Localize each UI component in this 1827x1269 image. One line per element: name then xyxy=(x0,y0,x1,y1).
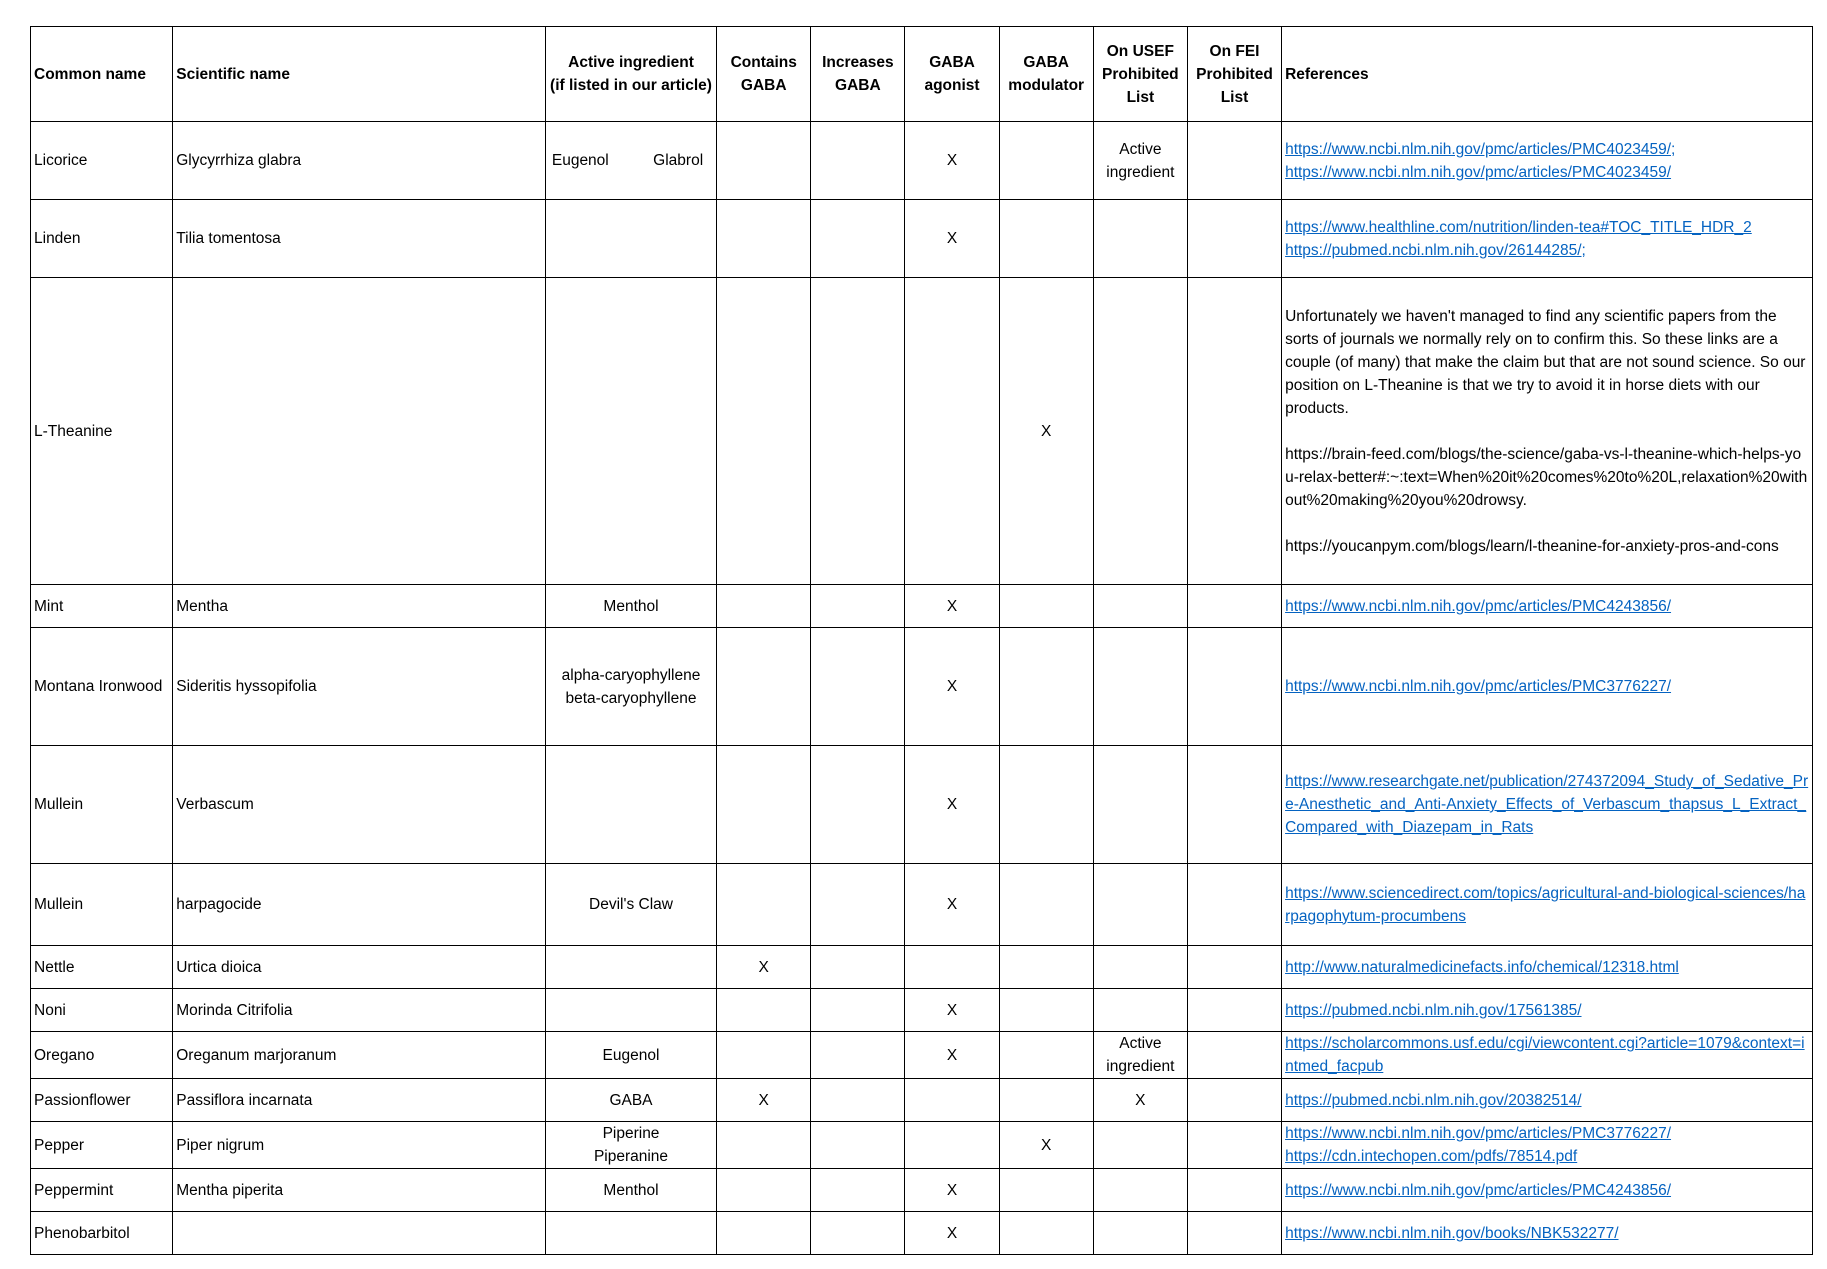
active-ingredient-cell xyxy=(545,122,716,200)
common-name-cell: Licorice xyxy=(31,122,173,200)
spacer xyxy=(1285,512,1809,535)
table-row xyxy=(31,946,1813,989)
scientific-name-cell: Oreganum marjoranum xyxy=(173,1032,546,1079)
increases-cell xyxy=(811,1032,905,1079)
fei-cell xyxy=(1187,628,1281,746)
modulator-cell: X xyxy=(999,1122,1093,1169)
spacer xyxy=(1285,420,1809,443)
fei-cell xyxy=(1187,1169,1281,1212)
contains-cell xyxy=(717,1032,811,1079)
active-ingredient-cell xyxy=(545,200,716,278)
agonist-cell: X xyxy=(905,1212,999,1255)
usef-cell xyxy=(1093,200,1187,278)
reference-link[interactable]: https://scholarcommons.usf.edu/cgi/viewcontent.cgi?article=1079&context=intmed_facpub xyxy=(1285,1035,1805,1075)
common-name-cell: Mullein xyxy=(31,864,173,946)
table-row xyxy=(31,278,1813,585)
references-cell xyxy=(1282,989,1813,1032)
common-name-cell: L-Theanine xyxy=(31,278,173,585)
usef-text: Active xyxy=(1119,1035,1162,1052)
references-cell xyxy=(1282,1212,1813,1255)
modulator-cell xyxy=(999,1169,1093,1212)
modulator-cell xyxy=(999,585,1093,628)
active-ingredient-cell: Menthol xyxy=(545,585,716,628)
table-row xyxy=(31,585,1813,628)
references-cell xyxy=(1282,628,1813,746)
reference-link[interactable]: https://www.researchgate.net/publication/274372094_Study_of_Sedative_Pre-Anesthetic_and_Anti-Anxiety_Effects_of_Verbascum_thapsus_L_Extract_Compared_with_Diazepam_in_Rats xyxy=(1285,773,1809,836)
usef-cell xyxy=(1093,1032,1187,1079)
fei-cell xyxy=(1187,1032,1281,1079)
scientific-name-cell: Mentha xyxy=(173,585,546,628)
fei-cell xyxy=(1187,200,1281,278)
increases-cell xyxy=(811,746,905,864)
table-row xyxy=(31,1169,1813,1212)
contains-cell xyxy=(717,989,811,1032)
table-row xyxy=(31,628,1813,746)
reference-link[interactable]: https://www.healthline.com/nutrition/linden-tea#TOC_TITLE_HDR_2 xyxy=(1285,218,1752,236)
increases-cell xyxy=(811,1122,905,1169)
references-cell xyxy=(1282,200,1813,278)
increases-cell xyxy=(811,864,905,946)
fei-cell xyxy=(1187,989,1281,1032)
increases-cell xyxy=(811,1169,905,1212)
scientific-name-cell: Urtica dioica xyxy=(173,946,546,989)
active-ingredient-cell: Devil's Claw xyxy=(545,864,716,946)
modulator-cell xyxy=(999,1079,1093,1122)
usef-text: ingredient xyxy=(1106,1058,1175,1075)
active-ingredient-item: beta-caryophyllene xyxy=(565,689,697,707)
usef-cell xyxy=(1093,989,1187,1032)
contains-cell xyxy=(717,1169,811,1212)
table-row xyxy=(31,1079,1813,1122)
references-cell xyxy=(1282,746,1813,864)
herb-table xyxy=(30,26,1813,1255)
agonist-cell: X xyxy=(905,628,999,746)
active-ingredient-cell xyxy=(545,989,716,1032)
modulator-cell xyxy=(999,746,1093,864)
agonist-cell: X xyxy=(905,1032,999,1079)
agonist-cell: X xyxy=(905,1169,999,1212)
active-ingredient-cell: GABA xyxy=(545,1079,716,1122)
table-row xyxy=(31,122,1813,200)
fei-cell xyxy=(1187,1212,1281,1255)
contains-cell xyxy=(717,200,811,278)
references-cell xyxy=(1282,864,1813,946)
references-cell xyxy=(1282,585,1813,628)
agonist-cell: X xyxy=(905,122,999,200)
scientific-name-cell: Passiflora incarnata xyxy=(173,1079,546,1122)
common-name-cell: Linden xyxy=(31,200,173,278)
modulator-cell xyxy=(999,122,1093,200)
contains-cell: X xyxy=(717,946,811,989)
header-gaba-agonist: GABA agonist xyxy=(905,27,999,122)
scientific-name-cell: Sideritis hyssopifolia xyxy=(173,628,546,746)
reference-link[interactable]: https://www.ncbi.nlm.nih.gov/pmc/articles/PMC4243856/ xyxy=(1285,597,1672,615)
header-active-ingredient: Active ingredient (if listed in our article) xyxy=(545,27,716,122)
common-name-cell: Mint xyxy=(31,585,173,628)
reference-note: Unfortunately we haven't managed to find any scientific papers from the sorts of journals we normally rely on to confirm this. So these links are a couple (of many) that make the claim but that are not sound science. So our position on L-Theanine is that we try to avoid it in horse diets with our products. xyxy=(1285,307,1806,417)
modulator-cell xyxy=(999,864,1093,946)
usef-cell xyxy=(1093,746,1187,864)
modulator-cell: X xyxy=(999,278,1093,585)
reference-link[interactable]: https://www.ncbi.nlm.nih.gov/books/NBK532277/ xyxy=(1285,1224,1619,1242)
contains-cell xyxy=(717,1212,811,1255)
references-cell xyxy=(1282,1169,1813,1212)
header-references: References xyxy=(1282,27,1813,122)
fei-cell xyxy=(1187,1122,1281,1169)
agonist-cell xyxy=(905,1122,999,1169)
usef-cell xyxy=(1093,1122,1187,1169)
header-common-name: Common name xyxy=(31,27,173,122)
common-name-cell: Peppermint xyxy=(31,1169,173,1212)
scientific-name-cell: Mentha piperita xyxy=(173,1169,546,1212)
modulator-cell xyxy=(999,946,1093,989)
modulator-cell xyxy=(999,989,1093,1032)
fei-cell xyxy=(1187,864,1281,946)
reference-link[interactable]: https://www.ncbi.nlm.nih.gov/pmc/articles/PMC4023459/; xyxy=(1285,140,1676,158)
active-ingredient-cell xyxy=(545,1212,716,1255)
modulator-cell xyxy=(999,200,1093,278)
active-ingredient-cell xyxy=(545,278,716,585)
increases-cell xyxy=(811,946,905,989)
modulator-cell xyxy=(999,1032,1093,1079)
contains-cell: X xyxy=(717,1079,811,1122)
table-row xyxy=(31,864,1813,946)
references-cell xyxy=(1282,1079,1813,1122)
active-ingredient-cell xyxy=(545,1122,716,1169)
common-name-cell: Mullein xyxy=(31,746,173,864)
table-row xyxy=(31,1122,1813,1169)
references-cell xyxy=(1282,122,1813,200)
fei-cell xyxy=(1187,746,1281,864)
reference-link[interactable]: https://cdn.intechopen.com/pdfs/78514.pdf xyxy=(1285,1148,1578,1165)
common-name-cell: Phenobarbitol xyxy=(31,1212,173,1255)
header-row xyxy=(31,27,1813,122)
fei-cell xyxy=(1187,946,1281,989)
active-ingredient-cell xyxy=(545,746,716,864)
header-contains-gaba: Contains GABA xyxy=(717,27,811,122)
modulator-cell xyxy=(999,1212,1093,1255)
active-ingredient-item: alpha-caryophyllene xyxy=(561,666,701,684)
scientific-name-cell: Piper nigrum xyxy=(173,1122,546,1169)
modulator-cell xyxy=(999,628,1093,746)
usef-cell xyxy=(1093,628,1187,746)
contains-cell xyxy=(717,1122,811,1169)
increases-cell xyxy=(811,200,905,278)
increases-cell xyxy=(811,585,905,628)
fei-cell xyxy=(1187,1079,1281,1122)
usef-cell xyxy=(1093,946,1187,989)
active-ingredient-item: Piperanine xyxy=(593,1148,669,1165)
usef-text: ingredient xyxy=(1106,163,1175,181)
active-ingredient-item: Piperine xyxy=(602,1125,660,1142)
table-row xyxy=(31,1212,1813,1255)
scientific-name-cell xyxy=(173,278,546,585)
common-name-cell: Passionflower xyxy=(31,1079,173,1122)
scientific-name-cell: Verbascum xyxy=(173,746,546,864)
common-name-cell: Montana Ironwood xyxy=(31,628,173,746)
header-increases-gaba: Increases GABA xyxy=(811,27,905,122)
header-gaba-modulator: GABA modulator xyxy=(999,27,1093,122)
reference-link[interactable]: https://pubmed.ncbi.nlm.nih.gov/26144285/; xyxy=(1285,241,1586,259)
agonist-cell: X xyxy=(905,864,999,946)
agonist-cell xyxy=(905,946,999,989)
usef-cell xyxy=(1093,1169,1187,1212)
table-row xyxy=(31,746,1813,864)
references-cell xyxy=(1282,946,1813,989)
agonist-cell xyxy=(905,1079,999,1122)
agonist-cell: X xyxy=(905,585,999,628)
agonist-cell xyxy=(905,278,999,585)
increases-cell xyxy=(811,628,905,746)
reference-link[interactable]: https://www.sciencedirect.com/topics/agricultural-and-biological-sciences/harpagophytum-procumbens xyxy=(1285,884,1806,925)
contains-cell xyxy=(717,746,811,864)
contains-cell xyxy=(717,585,811,628)
table-row xyxy=(31,200,1813,278)
usef-text: Active xyxy=(1119,140,1162,158)
usef-cell: X xyxy=(1093,1079,1187,1122)
header-scientific-name: Scientific name xyxy=(173,27,546,122)
reference-link[interactable]: https://www.ncbi.nlm.nih.gov/pmc/articles/PMC4243856/ xyxy=(1285,1181,1672,1199)
contains-cell xyxy=(717,122,811,200)
usef-cell xyxy=(1093,1212,1187,1255)
active-ingredient-item: Glabrol xyxy=(653,152,704,169)
active-ingredient-cell xyxy=(545,628,716,746)
contains-cell xyxy=(717,628,811,746)
usef-cell xyxy=(1093,122,1187,200)
common-name-cell: Nettle xyxy=(31,946,173,989)
header-usef-prohibited: On USEF Prohibited List xyxy=(1093,27,1187,122)
fei-cell xyxy=(1187,122,1281,200)
reference-link[interactable]: http://www.naturalmedicinefacts.info/chemical/12318.html xyxy=(1285,958,1679,976)
references-cell xyxy=(1282,278,1813,585)
scientific-name-cell: harpagocide xyxy=(173,864,546,946)
usef-cell xyxy=(1093,864,1187,946)
scientific-name-cell xyxy=(173,1212,546,1255)
table-row xyxy=(31,1032,1813,1079)
scientific-name-cell: Tilia tomentosa xyxy=(173,200,546,278)
active-ingredient-cell: Eugenol xyxy=(545,1032,716,1079)
agonist-cell: X xyxy=(905,989,999,1032)
increases-cell xyxy=(811,1079,905,1122)
agonist-cell: X xyxy=(905,200,999,278)
increases-cell xyxy=(811,989,905,1032)
common-name-cell: Pepper xyxy=(31,1122,173,1169)
reference-link[interactable]: https://pubmed.ncbi.nlm.nih.gov/17561385/ xyxy=(1285,1001,1582,1019)
active-ingredient-pair xyxy=(549,149,713,172)
reference-text: https://brain-feed.com/blogs/the-science/gaba-vs-l-theanine-which-helps-you-relax-better#:~:text=When%20it%20comes%20to%20L,relaxation%20without%20making%20you%20drowsy. xyxy=(1285,445,1808,509)
fei-cell xyxy=(1187,585,1281,628)
references-cell xyxy=(1282,1032,1813,1079)
reference-link[interactable]: https://www.ncbi.nlm.nih.gov/pmc/articles/PMC3776227/ xyxy=(1285,678,1672,695)
active-ingredient-item: Eugenol xyxy=(551,152,609,169)
contains-cell xyxy=(717,278,811,585)
reference-link[interactable]: https://www.ncbi.nlm.nih.gov/pmc/articles/PMC4023459/ xyxy=(1285,163,1672,181)
active-ingredient-cell xyxy=(545,946,716,989)
reference-text: https://youcanpym.com/blogs/learn/l-theanine-for-anxiety-pros-and-cons xyxy=(1285,537,1779,555)
active-ingredient-cell: Menthol xyxy=(545,1169,716,1212)
scientific-name-cell: Glycyrrhiza glabra xyxy=(173,122,546,200)
reference-link[interactable]: https://www.ncbi.nlm.nih.gov/pmc/articles/PMC3776227/ xyxy=(1285,1125,1672,1142)
increases-cell xyxy=(811,278,905,585)
agonist-cell: X xyxy=(905,746,999,864)
common-name-cell: Noni xyxy=(31,989,173,1032)
usef-cell xyxy=(1093,278,1187,585)
scientific-name-cell: Morinda Citrifolia xyxy=(173,989,546,1032)
contains-cell xyxy=(717,864,811,946)
common-name-cell: Oregano xyxy=(31,1032,173,1079)
increases-cell xyxy=(811,1212,905,1255)
increases-cell xyxy=(811,122,905,200)
fei-cell xyxy=(1187,278,1281,585)
usef-cell xyxy=(1093,585,1187,628)
header-fei-prohibited: On FEI Prohibited List xyxy=(1187,27,1281,122)
references-cell xyxy=(1282,1122,1813,1169)
reference-link[interactable]: https://pubmed.ncbi.nlm.nih.gov/20382514/ xyxy=(1285,1091,1582,1109)
table-row xyxy=(31,989,1813,1032)
